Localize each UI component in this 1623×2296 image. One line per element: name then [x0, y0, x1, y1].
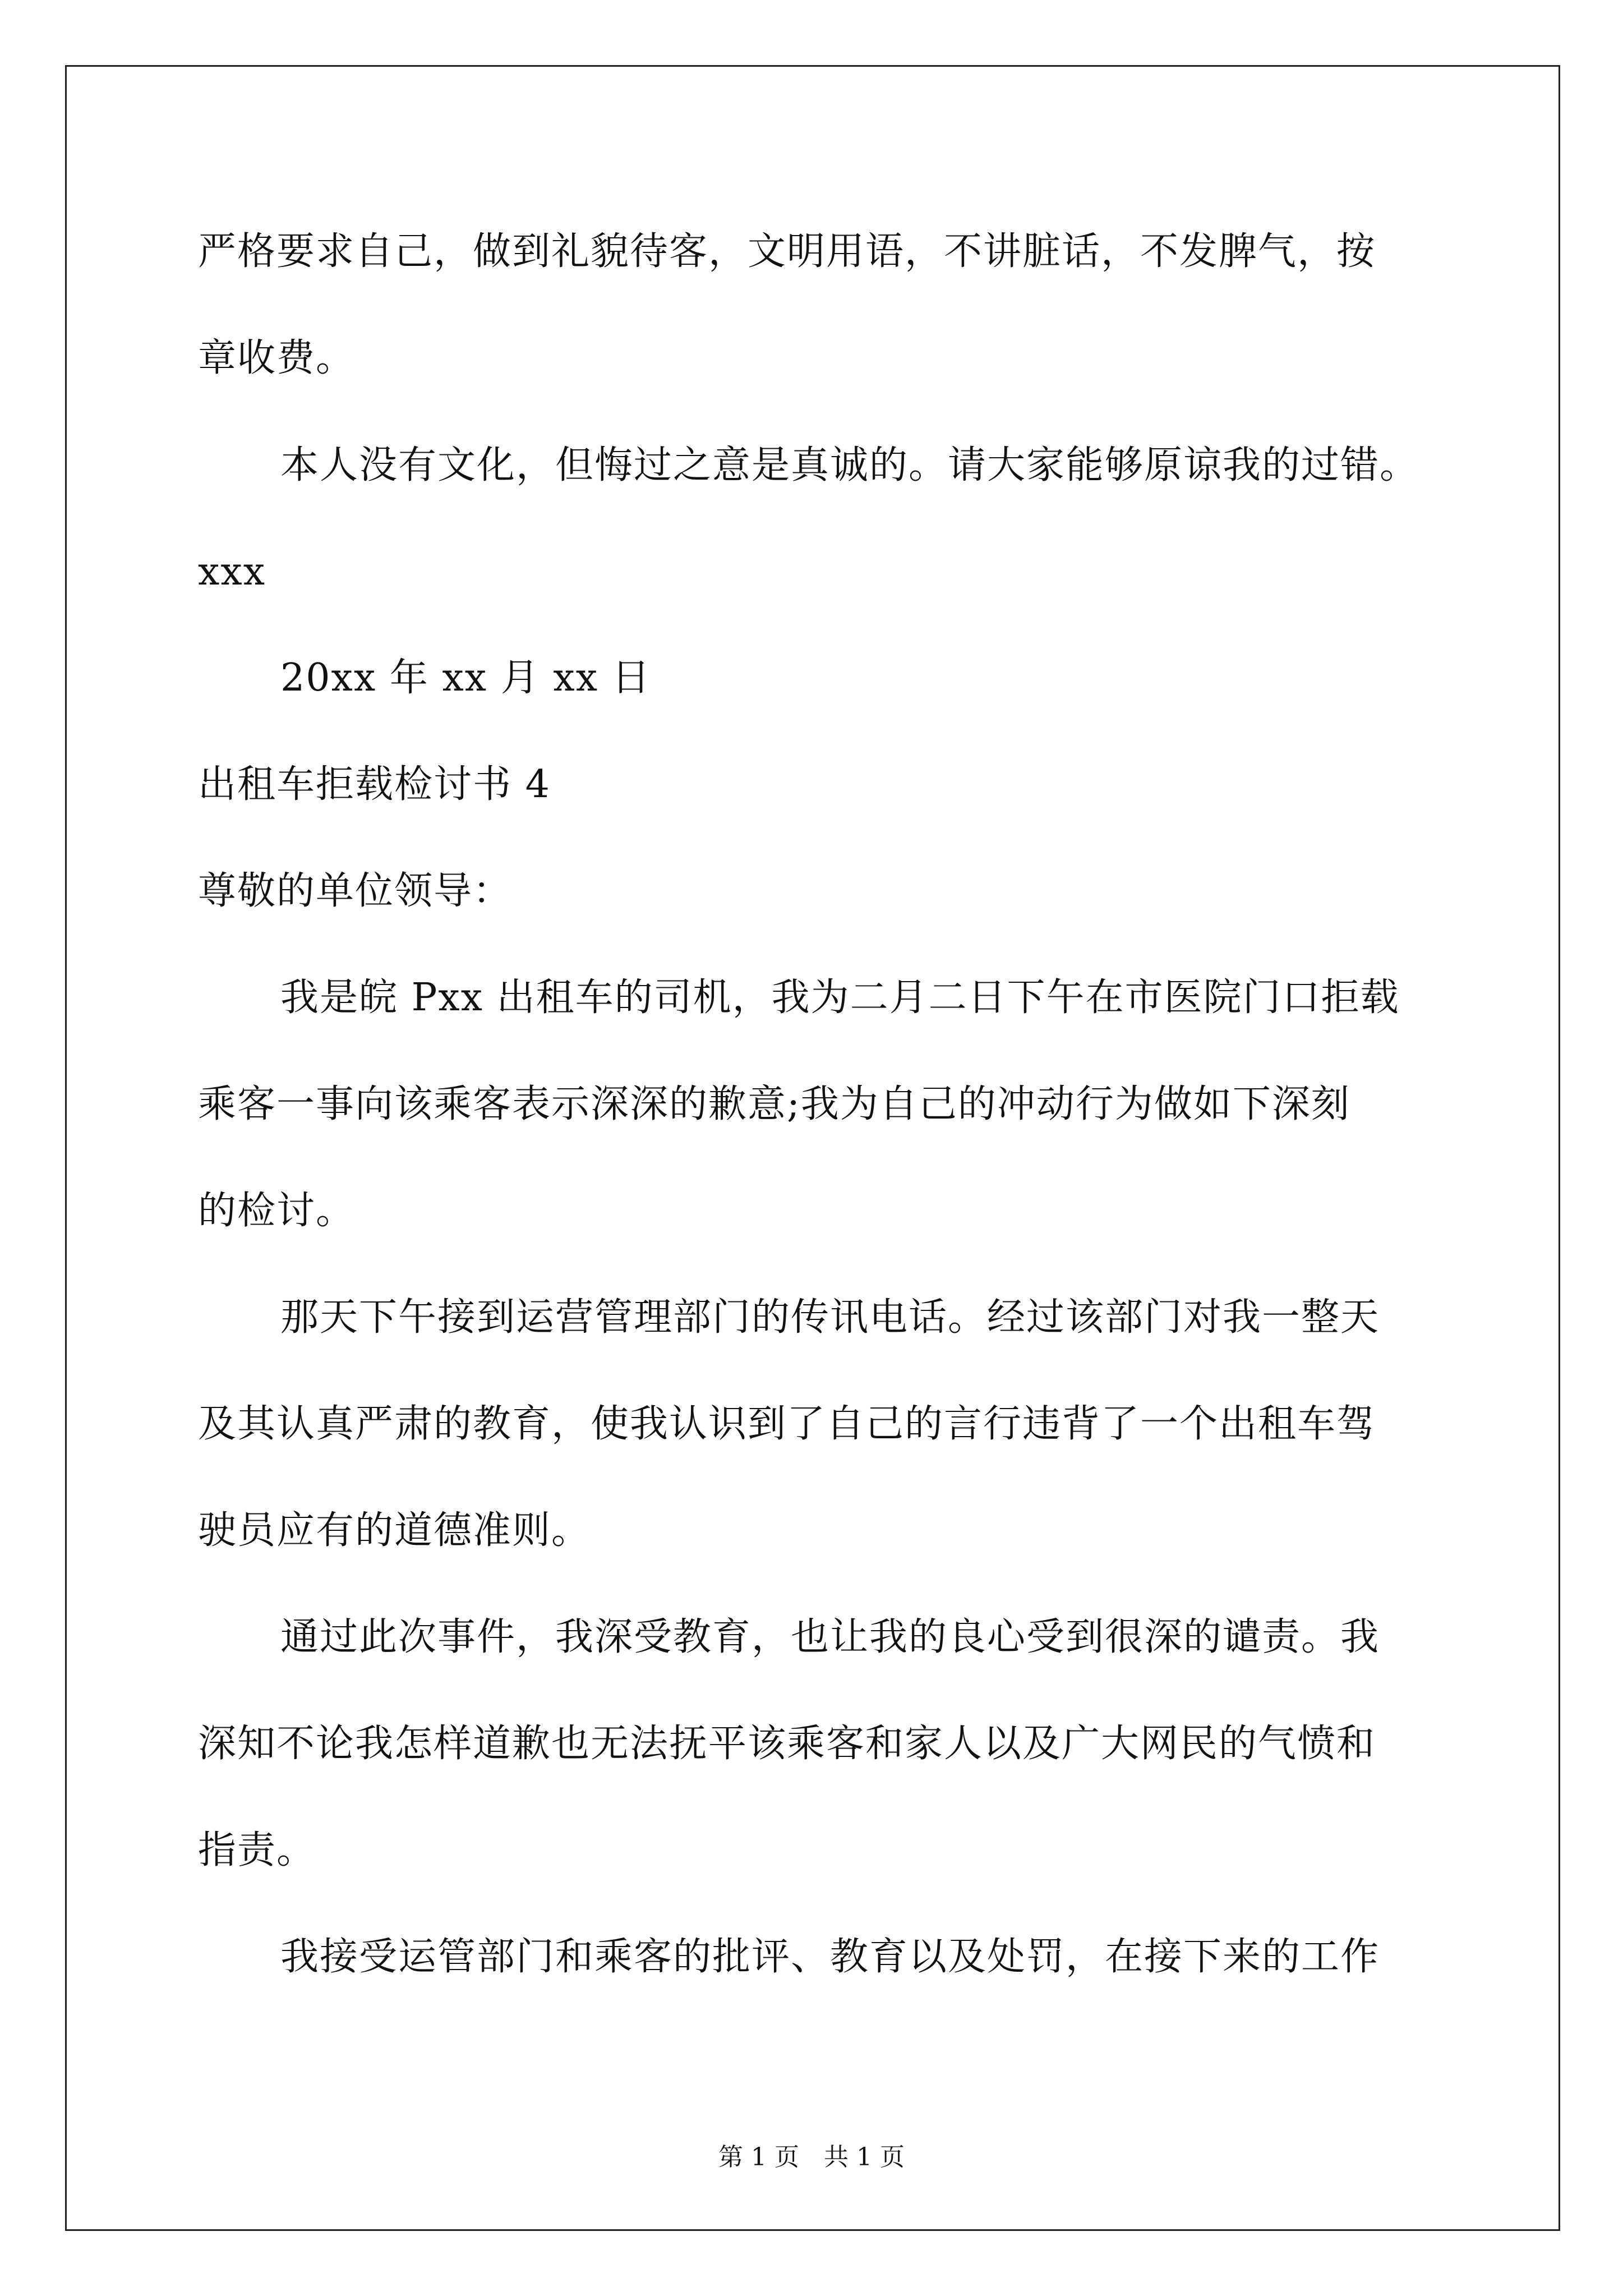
body-line: 我接受运管部门和乘客的批评、教育以及处罚，在接下来的工作 — [280, 1935, 1380, 1979]
date-line: 20xx 年 xx 月 xx 日 — [280, 656, 651, 700]
body-line: 及其认真严肃的教育，使我认识到了自己的言行违背了一个出租车驾 — [198, 1402, 1376, 1446]
body-line: 章收费。 — [198, 336, 356, 380]
section-title: 出租车拒载检讨书 4 — [198, 762, 551, 807]
body-line: 的检讨。 — [198, 1189, 356, 1233]
body-line: 驶员应有的道德准则。 — [198, 1508, 591, 1553]
body-line: 指责。 — [198, 1828, 316, 1872]
body-line: 乘客一事向该乘客表示深深的歉意;我为自己的冲动行为做如下深刻 — [198, 1082, 1350, 1126]
body-line: 本人没有文化，但悔过之意是真诚的。请大家能够原谅我的过错。 — [280, 443, 1419, 487]
page-border — [65, 65, 1560, 2231]
signature: xxx — [198, 550, 266, 594]
salutation: 尊敬的单位领导： — [198, 869, 513, 913]
body-line: 严格要求自己，做到礼貌待客，文明用语，不讲脏话，不发脾气，按 — [198, 229, 1376, 274]
body-line: 那天下午接到运营管理部门的传讯电话。经过该部门对我一整天 — [280, 1295, 1380, 1340]
body-line: 我是皖 Pxx 出租车的司机，我为二月二日下午在市医院门口拒载 — [280, 976, 1400, 1020]
body-line: 深知不论我怎样道歉也无法抚平该乘客和家人以及广大网民的气愤和 — [198, 1722, 1376, 1766]
page-footer: 第 1 页 共 1 页 — [718, 2143, 905, 2171]
body-line: 通过此次事件，我深受教育，也让我的良心受到很深的谴责。我 — [280, 1615, 1380, 1659]
